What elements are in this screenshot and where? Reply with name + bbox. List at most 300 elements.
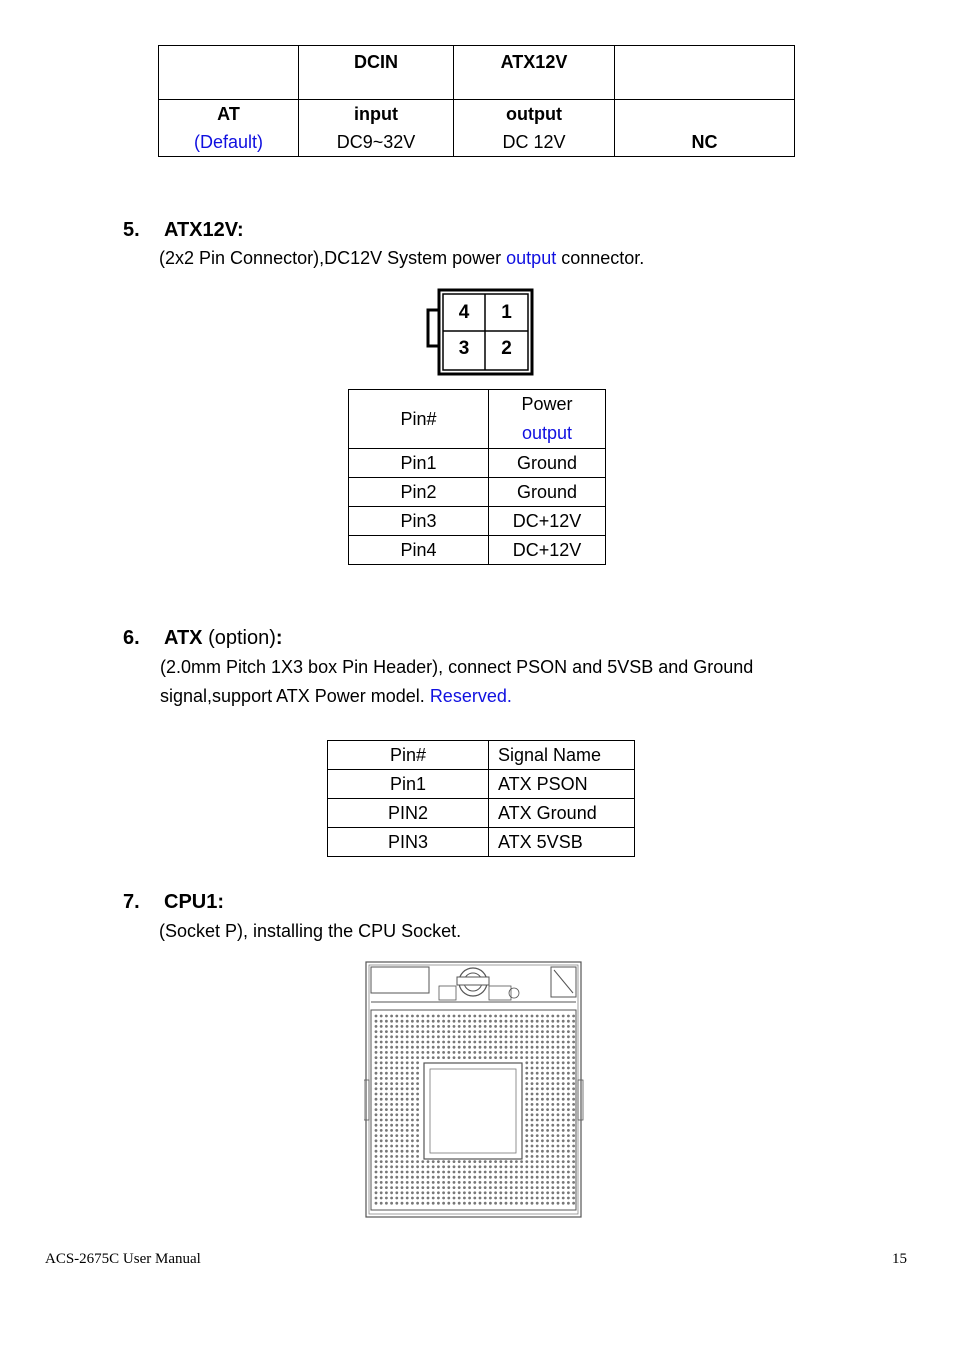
socket-pin [541,1176,544,1179]
socket-pin [437,1030,440,1033]
socket-pin [390,1150,393,1153]
socket-pin [453,1171,456,1174]
table-row [349,536,606,565]
socket-pin [416,1072,419,1075]
socket-pin [479,1202,482,1205]
socket-pin [541,1067,544,1070]
socket-pin [375,1093,378,1096]
socket-pin [484,1035,487,1038]
socket-pin [458,1202,461,1205]
socket-pin [427,1165,430,1168]
socket-pin [442,1025,445,1028]
socket-pin [395,1129,398,1132]
connector-pin-label: 1 [501,302,512,323]
socket-pin [557,1113,560,1116]
socket-pin [432,1015,435,1018]
socket-pin [494,1015,497,1018]
socket-pin [427,1176,430,1179]
socket-pin [473,1015,476,1018]
socket-pin [536,1176,539,1179]
socket-pin [536,1181,539,1184]
socket-pin [546,1056,549,1059]
socket-pin [416,1139,419,1142]
socket-pin [442,1030,445,1033]
section-title: CPU1: [164,891,225,913]
socket-pin [453,1176,456,1179]
socket-pin [380,1067,383,1070]
socket-pin [567,1103,570,1106]
socket-pin [375,1015,378,1018]
socket-pin [551,1051,554,1054]
socket-pin [551,1134,554,1137]
socket-pin [531,1139,534,1142]
socket-pin [411,1093,414,1096]
socket-pin [442,1051,445,1054]
socket-pin [567,1145,570,1148]
socket-pin [531,1061,534,1064]
socket-pin [510,1176,513,1179]
socket-pin [515,1165,518,1168]
socket-pin [416,1051,419,1054]
socket-pin [390,1072,393,1075]
socket-pin [572,1030,575,1033]
socket-pin [541,1155,544,1158]
socket-pin [390,1025,393,1028]
section-6-description [160,653,753,711]
socket-pin [536,1082,539,1085]
socket-pin [416,1108,419,1111]
socket-pin [406,1025,409,1028]
socket-pin [541,1108,544,1111]
socket-pin [489,1176,492,1179]
socket-pin [567,1191,570,1194]
socket-pin [390,1155,393,1158]
socket-pin [479,1191,482,1194]
socket-pin [541,1015,544,1018]
socket-pin [395,1082,398,1085]
socket-pin [401,1020,404,1023]
socket-pin [520,1176,523,1179]
socket-pin [520,1051,523,1054]
socket-pin [463,1035,466,1038]
socket-pin [489,1020,492,1023]
socket-pin [395,1124,398,1127]
socket-pin [572,1015,575,1018]
socket-pin [572,1160,575,1163]
socket-pin [437,1020,440,1023]
socket-pin [541,1139,544,1142]
socket-pin [390,1108,393,1111]
socket-pin [416,1129,419,1132]
socket-pin [531,1020,534,1023]
table-header-signal: Signal Name [489,741,635,770]
socket-pin [572,1191,575,1194]
socket-pin [562,1051,565,1054]
socket-pin [416,1025,419,1028]
socket-pin [401,1202,404,1205]
socket-pin [557,1119,560,1122]
socket-pin [557,1155,560,1158]
socket-pin [484,1171,487,1174]
socket-pin [484,1056,487,1059]
socket-pin [572,1197,575,1200]
socket-pin [406,1108,409,1111]
socket-pin [546,1171,549,1174]
socket-pin [406,1082,409,1085]
socket-pin [390,1020,393,1023]
socket-pin [562,1202,565,1205]
socket-pin [421,1030,424,1033]
socket-pin [520,1186,523,1189]
socket-pin [525,1046,528,1049]
socket-pin [442,1165,445,1168]
socket-pin [546,1191,549,1194]
socket-pin [505,1035,508,1038]
socket-pin [401,1129,404,1132]
socket-pin [531,1077,534,1080]
socket-pin [567,1077,570,1080]
socket-pin [375,1176,378,1179]
socket-pin [427,1051,430,1054]
socket-pin [380,1046,383,1049]
socket-pin [525,1093,528,1096]
section-5-heading [123,219,244,242]
socket-pin [510,1197,513,1200]
socket-pin [494,1030,497,1033]
socket-pin [447,1025,450,1028]
socket-pin [442,1035,445,1038]
socket-pin [536,1051,539,1054]
socket-pin [447,1056,450,1059]
socket-pin [453,1186,456,1189]
table-cell-signal: ATX Ground [489,799,635,828]
socket-pin [401,1035,404,1038]
socket-pin [489,1186,492,1189]
socket-pin [572,1176,575,1179]
socket-pin [432,1191,435,1194]
socket-pin [494,1020,497,1023]
socket-pin [567,1108,570,1111]
section-number: 6. [123,627,140,649]
socket-pin [406,1046,409,1049]
socket-pin [551,1150,554,1153]
socket-pin [395,1181,398,1184]
socket-pin [541,1191,544,1194]
socket-pin [531,1098,534,1101]
socket-pin [541,1093,544,1096]
socket-pin [395,1186,398,1189]
socket-pin [546,1046,549,1049]
socket-pin [437,1176,440,1179]
socket-pin [531,1129,534,1132]
socket-pin [546,1041,549,1044]
socket-pin [536,1015,539,1018]
socket-pin [557,1035,560,1038]
socket-pin [531,1145,534,1148]
socket-pin [442,1041,445,1044]
socket-pin [484,1025,487,1028]
socket-pin [562,1139,565,1142]
socket-pin [505,1041,508,1044]
socket-pin [494,1186,497,1189]
socket-pin [401,1051,404,1054]
socket-pin [463,1046,466,1049]
socket-pin [562,1113,565,1116]
socket-pin [390,1093,393,1096]
socket-pin [546,1186,549,1189]
socket-pin [536,1035,539,1038]
socket-pin [551,1046,554,1049]
socket-pin [380,1197,383,1200]
socket-pin [375,1103,378,1106]
socket-pin [380,1171,383,1174]
socket-pin [510,1030,513,1033]
socket-pin [572,1171,575,1174]
socket-pin [406,1015,409,1018]
socket-pin [562,1181,565,1184]
socket-pin [567,1155,570,1158]
socket-pin [401,1072,404,1075]
socket-pin [458,1165,461,1168]
socket-pin [489,1202,492,1205]
socket-pin [557,1191,560,1194]
socket-pin [499,1171,502,1174]
socket-pin [541,1046,544,1049]
socket-pin [546,1129,549,1132]
socket-pin [567,1072,570,1075]
socket-pin [546,1124,549,1127]
socket-pin [390,1171,393,1174]
socket-pin [375,1046,378,1049]
socket-pin [385,1093,388,1096]
socket-pin [375,1155,378,1158]
socket-pin [395,1176,398,1179]
socket-pin [567,1020,570,1023]
socket-pin [489,1191,492,1194]
socket-pin [468,1035,471,1038]
socket-pin [416,1191,419,1194]
socket-pin [390,1160,393,1163]
socket-pin [385,1134,388,1137]
socket-pin [411,1176,414,1179]
socket-pin [541,1082,544,1085]
socket-pin [536,1191,539,1194]
socket-pin [505,1015,508,1018]
socket-pin [479,1197,482,1200]
socket-pin [401,1108,404,1111]
socket-pin [505,1171,508,1174]
socket-pin [437,1165,440,1168]
socket-pin [411,1041,414,1044]
socket-pin [380,1191,383,1194]
socket-pin [375,1181,378,1184]
socket-pin [416,1181,419,1184]
socket-pin [499,1191,502,1194]
socket-pin [567,1098,570,1101]
socket-pin [453,1160,456,1163]
socket-pin [375,1171,378,1174]
socket-pin [432,1025,435,1028]
socket-pin [375,1160,378,1163]
socket-pin [385,1098,388,1101]
socket-pin [572,1181,575,1184]
socket-pin [411,1061,414,1064]
socket-pin [442,1020,445,1023]
socket-pin [531,1035,534,1038]
socket-pin [531,1160,534,1163]
socket-pin [380,1061,383,1064]
socket-pin [479,1171,482,1174]
socket-pin [442,1202,445,1205]
atx12v-pin-table [348,389,606,565]
socket-pin [411,1046,414,1049]
socket-pin [484,1197,487,1200]
socket-pin [375,1197,378,1200]
socket-pin [385,1108,388,1111]
socket-pin [416,1056,419,1059]
socket-pin [416,1150,419,1153]
desc-highlight: output [506,248,557,268]
socket-pin [380,1082,383,1085]
socket-pin [479,1041,482,1044]
socket-pin [572,1077,575,1080]
socket-pin [447,1015,450,1018]
socket-pin [385,1160,388,1163]
socket-pin [453,1051,456,1054]
socket-pin [375,1129,378,1132]
socket-pin [427,1035,430,1038]
table-header-cell [615,46,795,100]
socket-pin [395,1197,398,1200]
socket-pin [562,1077,565,1080]
socket-pin [427,1056,430,1059]
socket-pin [551,1103,554,1106]
socket-pin [562,1150,565,1153]
socket-pin [499,1197,502,1200]
socket-pin [463,1025,466,1028]
socket-pin [385,1035,388,1038]
socket-pin [520,1171,523,1174]
socket-pin [411,1098,414,1101]
socket-pin [562,1186,565,1189]
socket-pin [484,1202,487,1205]
socket-pin [380,1186,383,1189]
socket-pin [390,1197,393,1200]
socket-pin [489,1165,492,1168]
socket-pin [380,1056,383,1059]
socket-pin [468,1030,471,1033]
socket-pin [541,1020,544,1023]
socket-pin [437,1186,440,1189]
socket-pin [494,1171,497,1174]
socket-pin [515,1160,518,1163]
socket-pin [541,1134,544,1137]
socket-pin [401,1098,404,1101]
socket-pin [551,1087,554,1090]
socket-pin [567,1176,570,1179]
socket-pin [385,1176,388,1179]
socket-pin [557,1129,560,1132]
socket-pin [546,1035,549,1038]
socket-pin [494,1025,497,1028]
socket-pin [510,1041,513,1044]
socket-pin [525,1176,528,1179]
socket-pin [525,1067,528,1070]
socket-pin [468,1186,471,1189]
socket-pin [458,1176,461,1179]
socket-pin [442,1015,445,1018]
socket-pin [385,1165,388,1168]
socket-pin [401,1155,404,1158]
socket-pin [447,1030,450,1033]
socket-pin [411,1020,414,1023]
socket-pin [375,1025,378,1028]
socket-pin [541,1165,544,1168]
socket-pin [562,1072,565,1075]
socket-pin [505,1186,508,1189]
socket-pin [411,1165,414,1168]
socket-pin [416,1176,419,1179]
socket-pin [536,1150,539,1153]
socket-pin [520,1030,523,1033]
socket-pin [401,1165,404,1168]
socket-pin [411,1103,414,1106]
socket-pin [557,1020,560,1023]
socket-pin [572,1113,575,1116]
socket-pin [375,1186,378,1189]
socket-pin [520,1046,523,1049]
socket-pin [447,1176,450,1179]
socket-pin [525,1098,528,1101]
socket-pin [525,1165,528,1168]
socket-pin [401,1077,404,1080]
socket-pin [567,1046,570,1049]
socket-pin [546,1181,549,1184]
table-header-cell [159,46,299,100]
socket-pin [442,1056,445,1059]
socket-pin [395,1067,398,1070]
socket-pin [546,1155,549,1158]
socket-pin [406,1077,409,1080]
socket-pin [463,1202,466,1205]
table-cell-value: DC+12V [489,507,606,536]
socket-pin [453,1041,456,1044]
socket-pin [551,1191,554,1194]
socket-pin [411,1035,414,1038]
socket-pin [395,1103,398,1106]
socket-pin [395,1041,398,1044]
socket-pin [401,1015,404,1018]
socket-pin [432,1165,435,1168]
socket-pin [567,1030,570,1033]
socket-pin [411,1202,414,1205]
socket-pin [411,1150,414,1153]
socket-pin [401,1103,404,1106]
socket-pin [390,1098,393,1101]
socket-pin [406,1165,409,1168]
socket-pin [567,1160,570,1163]
socket-pin [541,1202,544,1205]
footer-manual-title: ACS-2675C User Manual [45,1251,201,1267]
socket-pin [567,1051,570,1054]
socket-pin [536,1025,539,1028]
socket-pin [406,1145,409,1148]
socket-pin [567,1015,570,1018]
socket-pin [411,1077,414,1080]
socket-pin [515,1197,518,1200]
socket-pin [380,1176,383,1179]
socket-pin [572,1082,575,1085]
